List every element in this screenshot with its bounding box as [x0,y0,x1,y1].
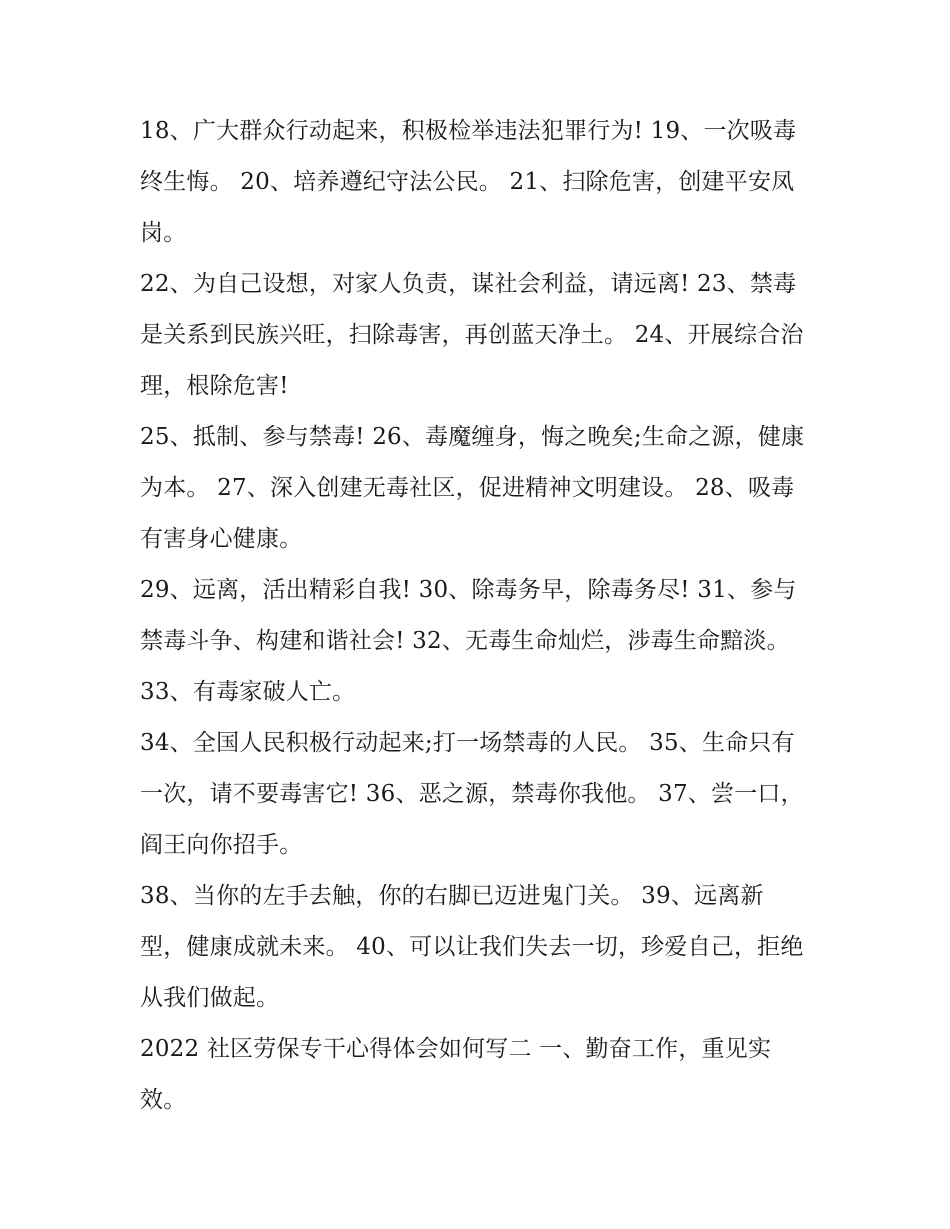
paragraph-6: 38、当你的左手去触，你的右脚已迈进鬼门关。 39、远离新型，健康成就未来。 40、可以让我们失去一切，珍爱自己，拒绝从我们做起。 [140,883,804,1011]
paragraph-5: 34、全国人民积极行动起来;打一场禁毒的人民。 35、生命只有一次，请不要毒害它! 36、恶之源，禁毒你我他。 37、尝一口，阎王向你招手。 [140,730,804,858]
paragraph-4: 29、远离，活出精彩自我! 30、除毒务早，除毒务尽! 31、参与禁毒斗争、构建和谐社会! 32、无毒生命灿烂，涉毒生命黯淡。 33、有毒家破人亡。 [140,577,797,705]
paragraph-7: 2022 社区劳保专干心得体会如何写二 一、勤奋工作，重见实效。 [140,1036,772,1113]
paragraph-1: 18、广大群众行动起来，积极检举违法犯罪行为! 19、一次吸毒终生悔。 20、培养遵纪守法公民。 21、扫除危害，创建平安凤岗。 [140,118,797,246]
paragraph-2: 22、为自己设想，对家人负责，谋社会利益，请远离! 23、禁毒是关系到民族兴旺，扫除毒害，再创蓝天净土。 24、开展综合治理，根除危害! [140,271,804,399]
document-page [140,106,810,1126]
paragraph-3: 25、抵制、参与禁毒! 26、毒魔缠身，悔之晚矣;生命之源，健康为本。 27、深入创建无毒社区，促进精神文明建设。 28、吸毒有害身心健康。 [140,424,805,552]
